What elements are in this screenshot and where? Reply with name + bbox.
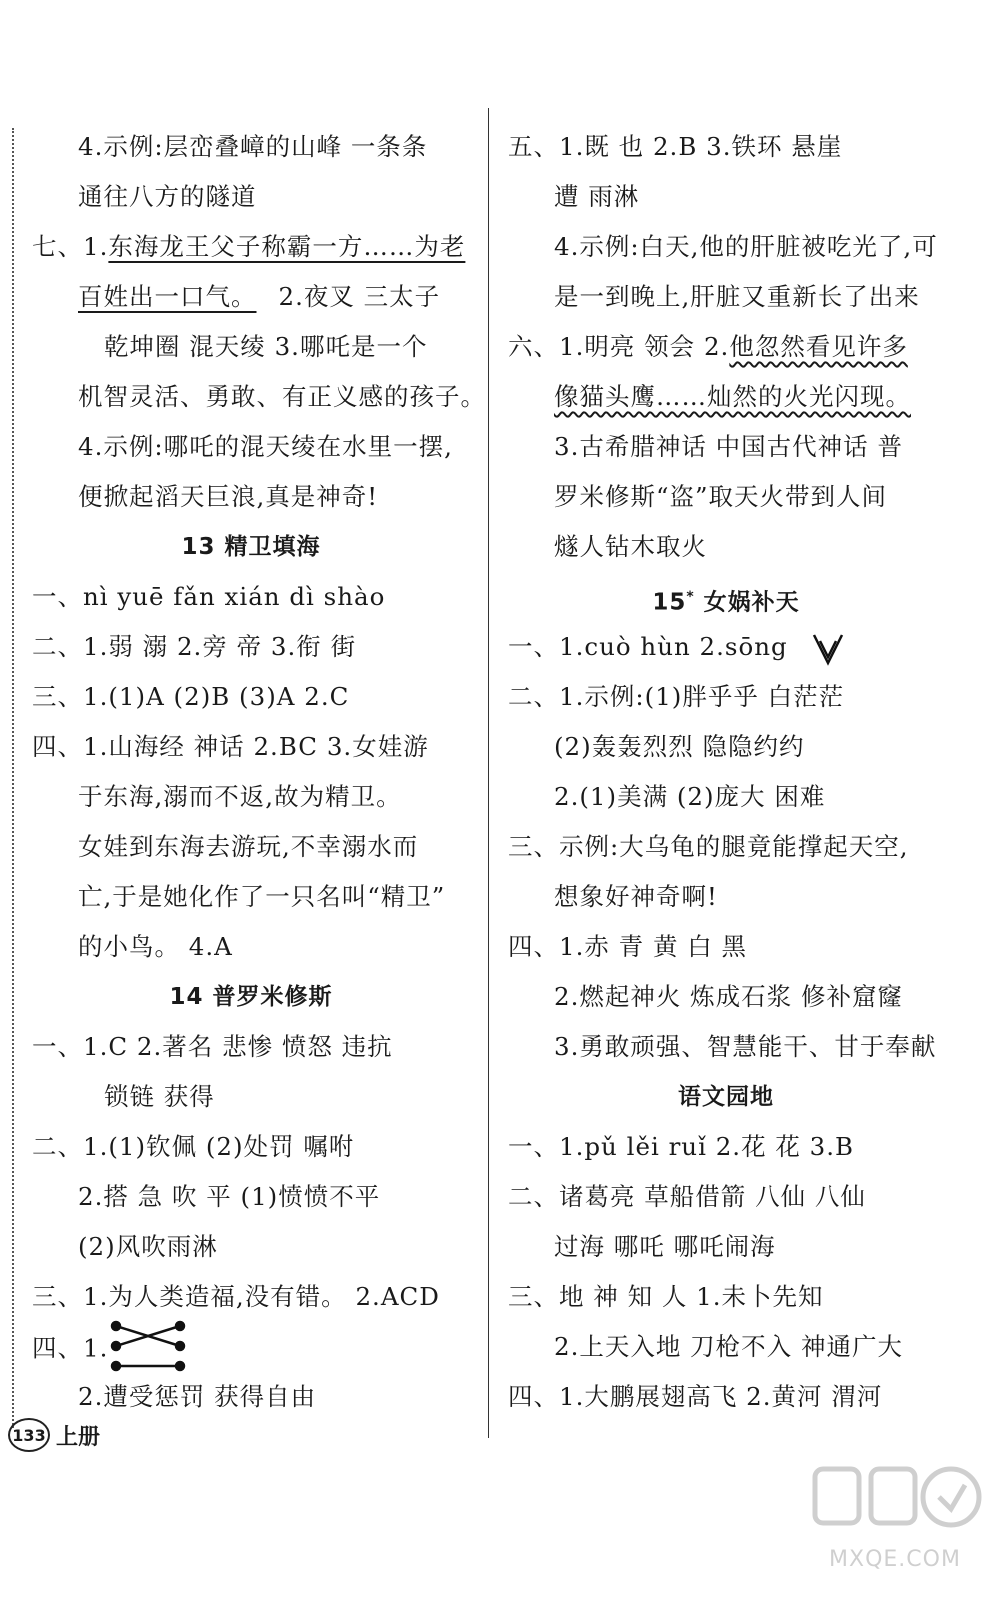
section-heading: 语文园地 [678,1084,774,1110]
answer-line: 的小鸟。 4.A [78,932,233,961]
answer-line: 女娃到东海去游玩,不幸溺水而 [78,832,419,861]
answer-line: 一、1.cuò hùn 2.sōng [508,622,944,672]
underlined-text: 百姓出一口气。 [78,282,257,311]
volume-label: 上册 [56,1424,101,1450]
answer-line: 三、示例:大乌龟的腿竟能撑起天空, [508,832,909,861]
answer-line [508,372,944,422]
wavy-underlined-text: 像猫头鹰……灿然的火光闪现。 [554,382,911,411]
answer-line: 二、诸葛亮 草船借箭 八仙 八仙 [508,1182,866,1211]
column-divider [488,108,489,1438]
answer-text: 2.夜叉 三太子 [278,282,441,311]
answer-line: 二、1.弱 溺 2.旁 帝 3.衔 街 [32,632,357,661]
answer-line: 2.遭受惩罚 获得自由 [78,1382,317,1411]
underlined-text: 东海龙王父子称霸一方……为老 [108,232,466,261]
answer-line: (2)轰轰烈烈 隐隐约约 [554,732,805,761]
pinyin-tone-glyph-icon [808,629,848,669]
answer-line: 于东海,溺而不返,故为精卫。 [78,782,402,811]
answer-line: 2.(1)美满 (2)庞大 困难 [554,782,826,811]
answer-line: 机智灵活、勇敢、有正义感的孩子。 [78,382,486,411]
left-margin-dotted-line [12,128,14,1428]
wavy-underlined-text: 他忽然看见许多 [729,332,908,361]
answer-line: 三、1.为人类造福,没有错。 2.ACD [32,1282,440,1311]
answer-line: 四、1.山海经 神话 2.BC 3.女娃游 [32,732,429,761]
lesson-heading: 13 精卫填海 [181,534,321,560]
page-number-badge: 133 [8,1418,50,1452]
left-column [32,122,486,1422]
answer-line: 2.燃起神火 炼成石浆 修补窟窿 [554,982,903,1011]
answer-line: 乾坤圈 混天绫 3.哪吒是一个 [104,332,428,361]
answer-line: 四、1.大鹏展翅高飞 2.黄河 渭河 [508,1382,883,1411]
answer-line: 一、nì yuē fǎn xián dì shào [32,582,386,611]
watermark-text: MXQE.COM [829,1547,961,1572]
answer-line: 3.古希腊神话 中国古代神话 普 [554,432,903,461]
answer-line: 锁链 获得 [104,1082,215,1111]
answer-line: 2.搭 急 吹 平 (1)愤愤不平 [78,1182,381,1211]
watermark-logo [805,1455,985,1585]
answer-line: 二、1.(1)钦佩 (2)处罚 嘱咐 [32,1132,355,1161]
lesson-heading: 14 普罗米修斯 [169,984,333,1010]
answer-line: 是一到晚上,肝脏又重新长了出来 [554,282,920,311]
answer-line: 罗米修斯“盗”取天火带到人间 [554,482,888,511]
answer-line: 三、1.(1)A (2)B (3)A 2.C [32,682,350,711]
answer-line [508,322,944,372]
answer-line [32,1322,470,1372]
answer-line: 四、1.赤 青 黄 白 黑 [508,932,748,961]
answer-line: 3.勇敢顽强、智慧能干、甘于奉献 [554,1032,937,1061]
lesson-heading: 15* 女娲补天 [652,589,800,616]
answer-line: 遭 雨淋 [554,182,640,211]
answer-line: (2)风吹雨淋 [78,1232,218,1261]
matching-lines-diagram [108,1318,188,1374]
answer-line: 燧人钻木取火 [554,532,707,561]
answer-line: 二、1.示例:(1)胖乎乎 白茫茫 [508,682,845,711]
answer-text: 六、1.明亮 领会 2. [508,332,730,361]
page-footer [8,1415,100,1455]
answer-line: 4.示例:层峦叠嶂的山峰 一条条 [78,132,428,161]
answer-line: 一、1.pǔ lěi ruǐ 2.花 花 3.B [508,1132,855,1161]
answer-line [32,272,470,322]
optional-lesson-mark: * [686,589,695,605]
answer-line: 亡,于是她化作了一只名叫“精卫” [78,882,446,911]
answer-line: 便掀起滔天巨浪,真是神奇! [78,482,379,511]
answer-line: 一、1.C 2.著名 悲惨 愤怒 违抗 [32,1032,393,1061]
answer-line: 4.示例:白天,他的肝脏被吃光了,可 [554,232,938,261]
answer-line [32,222,470,272]
answer-line: 4.示例:哪吒的混天绫在水里一摆, [78,432,453,461]
answer-line: 过海 哪吒 哪吒闹海 [554,1232,776,1261]
section-prefix: 七、1. [32,232,109,261]
answer-line: 通往八方的隧道 [78,182,257,211]
answer-line: 五、1.既 也 2.B 3.铁环 悬崖 [508,132,843,161]
answer-line: 想象好神奇啊! [554,882,718,911]
answer-line: 三、地 神 知 人 1.未卜先知 [508,1282,824,1311]
watermark-graphic-icon [805,1455,985,1545]
answer-line: 2.上天入地 刀枪不入 神通广大 [554,1332,903,1361]
section-prefix: 四、1. [32,1333,109,1363]
right-column [508,122,944,1422]
